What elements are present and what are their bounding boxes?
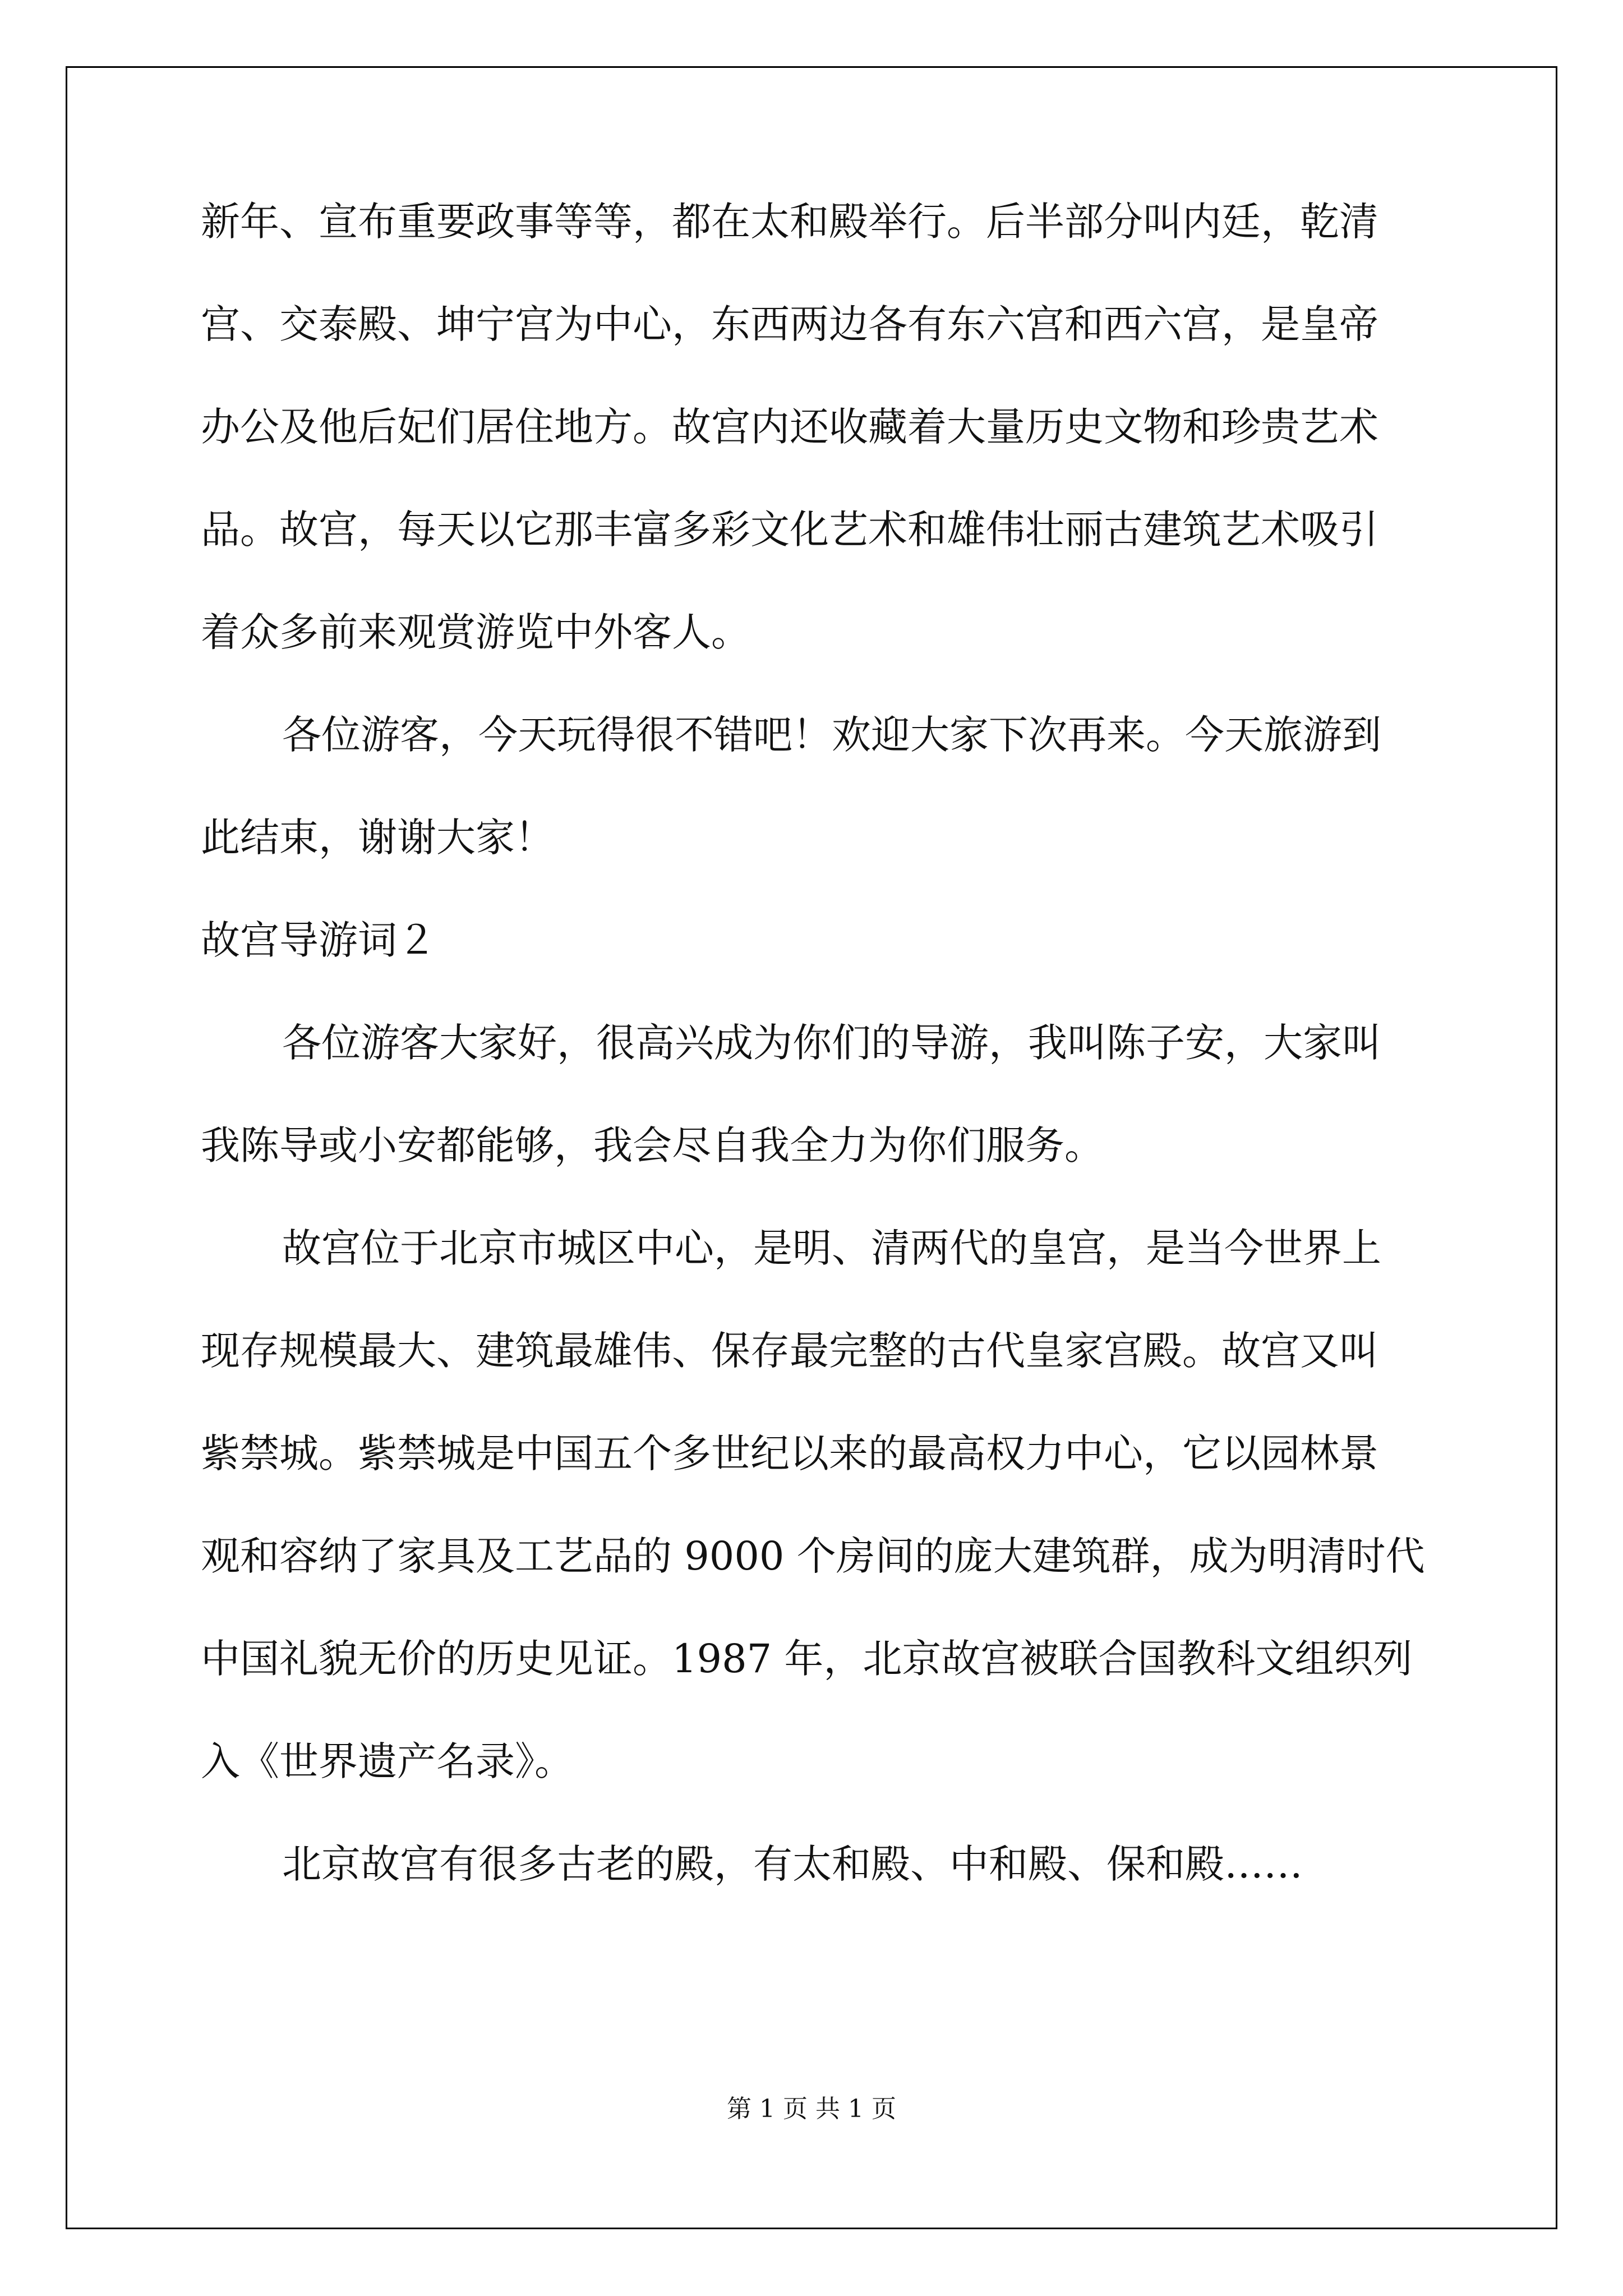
text-line: 观和容纳了家具及工艺品的 9000 个房间的庞大建筑群，成为明清时代: [201, 1533, 1425, 1579]
text-line: 现存规模最大、建筑最雄伟、保存最完整的古代皇家宫殿。故宫又叫: [201, 1328, 1378, 1374]
text-line: 故宫位于北京市城区中心，是明、清两代的皇宫，是当今世界上: [282, 1225, 1381, 1271]
text-line: 新年、宣布重要政事等等，都在太和殿举行。后半部分叫内廷，乾清: [201, 199, 1378, 245]
text-line: 北京故宫有很多古老的殿，有太和殿、中和殿、保和殿……: [282, 1841, 1303, 1887]
text-line: 着众多前来观赏游览中外客人。: [201, 609, 750, 655]
text-line: 各位游客，今天玩得很不错吧！欢迎大家下次再来。今天旅游到: [282, 712, 1381, 758]
text-line: 宫、交泰殿、坤宁宫为中心，东西两边各有东六宫和西六宫，是皇帝: [201, 301, 1378, 347]
text-line: 此结束，谢谢大家！: [201, 815, 554, 861]
text-line: 各位游客大家好，很高兴成为你们的导游，我叫陈子安，大家叫: [282, 1020, 1381, 1066]
text-line: 品。故宫，每天以它那丰富多彩文化艺术和雄伟壮丽古建筑艺术吸引: [201, 507, 1378, 553]
text-line: 中国礼貌无价的历史见证。1987 年，北京故宫被联合国教科文组织列: [201, 1636, 1413, 1682]
text-line: 办公及他后妃们居住地方。故宫内还收藏着大量历史文物和珍贵艺术: [201, 404, 1378, 450]
text-line: 紫禁城。紫禁城是中国五个多世纪以来的最高权力中心，它以园林景: [201, 1430, 1378, 1476]
text-line: 入《世界遗产名录》。: [201, 1738, 574, 1784]
text-line: 我陈导或小安都能够，我会尽自我全力为你们服务。: [201, 1122, 1104, 1168]
section-heading: 故宫导游词２: [201, 917, 436, 963]
page-footer: 第 1 页 共 1 页: [727, 2095, 896, 2123]
